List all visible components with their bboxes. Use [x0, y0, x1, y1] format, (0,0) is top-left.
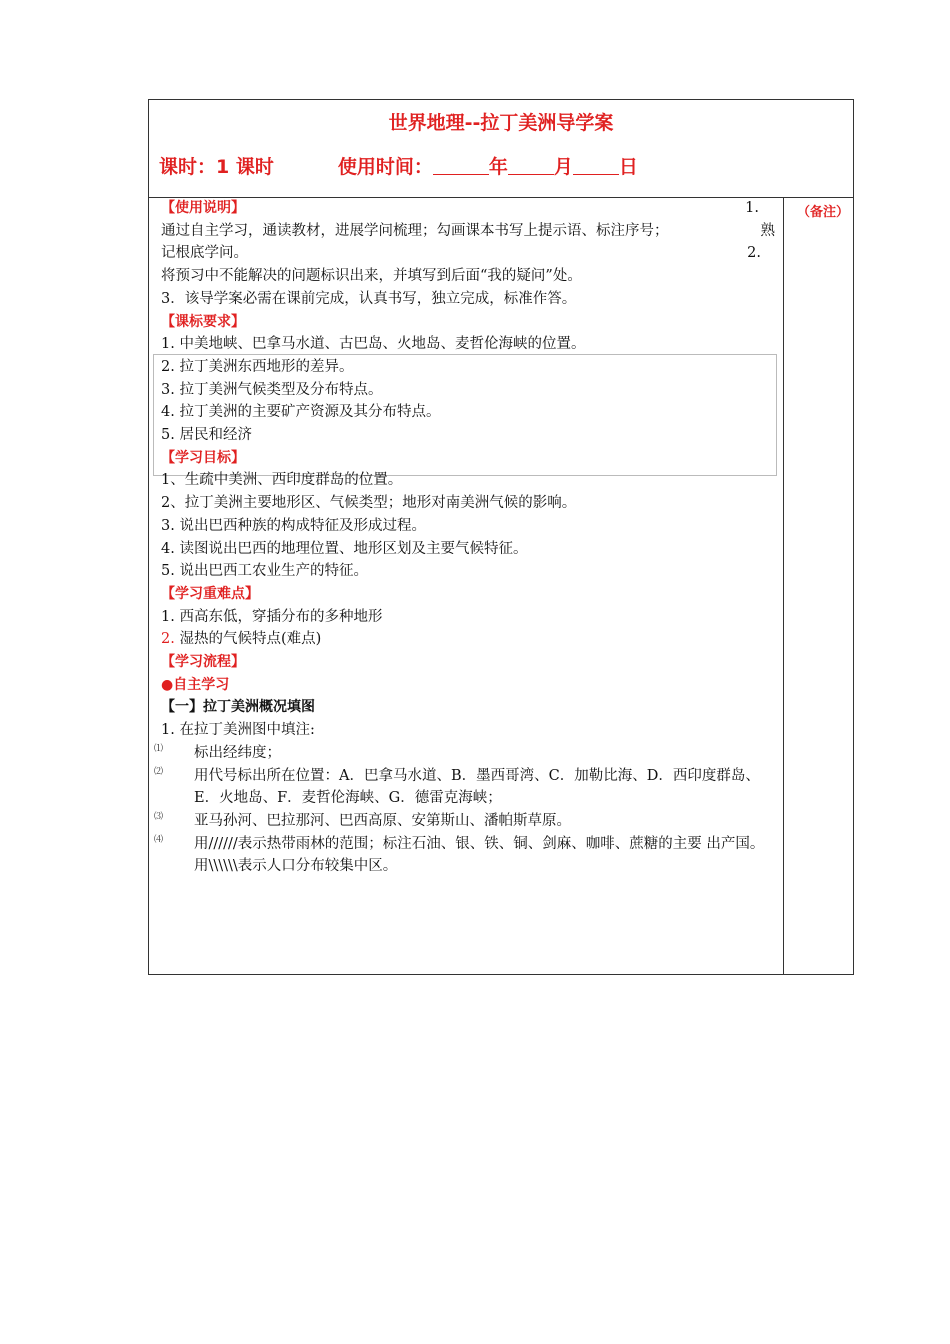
usage-line-1-end: 熟 [760, 222, 775, 239]
task-subitem [154, 810, 775, 833]
standards-heading: 【课标要求】 [161, 313, 245, 330]
task-subitem [154, 742, 775, 765]
usage-heading: 【使用说明】 [161, 200, 245, 216]
task-subitem [154, 765, 775, 810]
standards-item: 4. 拉丁美洲的主要矿产资源及其分布特点。 [161, 404, 441, 421]
section-1-heading: 【一】拉丁美洲概况填图 [161, 699, 315, 716]
notes-column-label: （备注） [797, 205, 850, 220]
worksheet-header [149, 100, 853, 198]
usage-line-2 [161, 242, 775, 265]
task-subitem [154, 833, 775, 878]
goals-item: 3. 说出巴西种族的构成特征及形成过程。 [161, 517, 426, 534]
usage-line-1 [161, 220, 775, 243]
period-label: 课时：1 课时 [159, 156, 274, 178]
subitem-text: 亚马孙河、巴拉那河、巴西高原、安第斯山、潘帕斯草原。 [194, 812, 571, 829]
usage-line-1-text: 通过自主学习，通读教材，进展学问梳理；勾画课本书写上提示语、标注序号； [161, 222, 669, 239]
standards-item: 5. 居民和经济 [161, 427, 252, 444]
time-label: 使用时间： [337, 156, 433, 178]
key-point-item: 1. 西高东低，穿插分布的多种地形 [161, 608, 383, 625]
subitem-text: 用//////表示热带雨林的范围；标注石油、银、铁、铜、剑麻、咖啡、蔗糖的主要 出产国。用\\\\\\表示人口分布较集中区。 [194, 835, 765, 875]
worksheet-frame [148, 99, 854, 975]
subitem-mark: ⑶ [154, 811, 164, 822]
subitem-text: 标出经纬度； [194, 744, 281, 761]
goals-item: 1、生疏中美洲、西印度群岛的位置。 [161, 472, 403, 489]
usage-line-3: 将预习中不能解决的问题标识出来，并填写到后面“我的疑问”处。 [161, 268, 582, 285]
standards-item: 3. 拉丁美洲气候类型及分布特点。 [161, 381, 383, 398]
goals-item: 5. 说出巴西工农业生产的特征。 [161, 563, 368, 580]
key-point-text: 湿热的气候特点(难点) [174, 631, 322, 648]
key-points-heading: 【学习重难点】 [161, 585, 259, 602]
process-heading: 【学习流程】 [161, 654, 245, 671]
usage-num-2: 2. [747, 245, 761, 262]
goals-heading: 【学习目标】 [161, 449, 245, 466]
goals-item: 4. 读图说出巴西的地理位置、地形区划及主要气候特征。 [161, 540, 528, 557]
key-point-num: 2. [161, 631, 175, 648]
usage-heading-line [161, 197, 775, 220]
subitem-mark: ⑷ [154, 834, 164, 845]
usage-line-4: 3．该导学案必需在课前完成，认真书写，独立完成，标准作答。 [161, 290, 577, 307]
subitem-text: 用代号标出所在位置：A．巴拿马水道、B．墨西哥湾、C．加勒比海、D．西印度群岛、E．火地岛、F．麦哲伦海峡、G．德雷克海峡； [194, 767, 760, 807]
standards-item: 1. 中美地峡、巴拿马水道、古巴岛、火地岛、麦哲伦海峡的位置。 [161, 336, 586, 353]
key-point-item [161, 628, 775, 651]
year-label: 年 [488, 156, 508, 178]
subitem-mark: ⑴ [154, 743, 164, 754]
task-1: 1. 在拉丁美洲图中填注: [161, 722, 315, 739]
self-study-label: ●自主学习 [161, 676, 230, 693]
day-blank [573, 156, 619, 175]
usage-num-1: 1. [745, 200, 759, 216]
main-content [154, 197, 775, 878]
period-and-date-line [159, 152, 638, 179]
usage-line-2-text: 记根底学问。 [161, 245, 248, 262]
standards-item: 2. 拉丁美洲东西地形的差异。 [161, 358, 354, 375]
goals-item: 2、拉丁美洲主要地形区、气候类型；地形对南美洲气候的影响。 [161, 495, 577, 512]
page-title: 世界地理--拉丁美洲导学案 [388, 112, 614, 134]
subitem-mark: ⑵ [154, 766, 164, 777]
column-divider [783, 197, 784, 974]
year-blank [433, 156, 489, 175]
month-blank [508, 156, 554, 175]
month-label: 月 [553, 156, 573, 178]
day-label: 日 [618, 156, 638, 178]
